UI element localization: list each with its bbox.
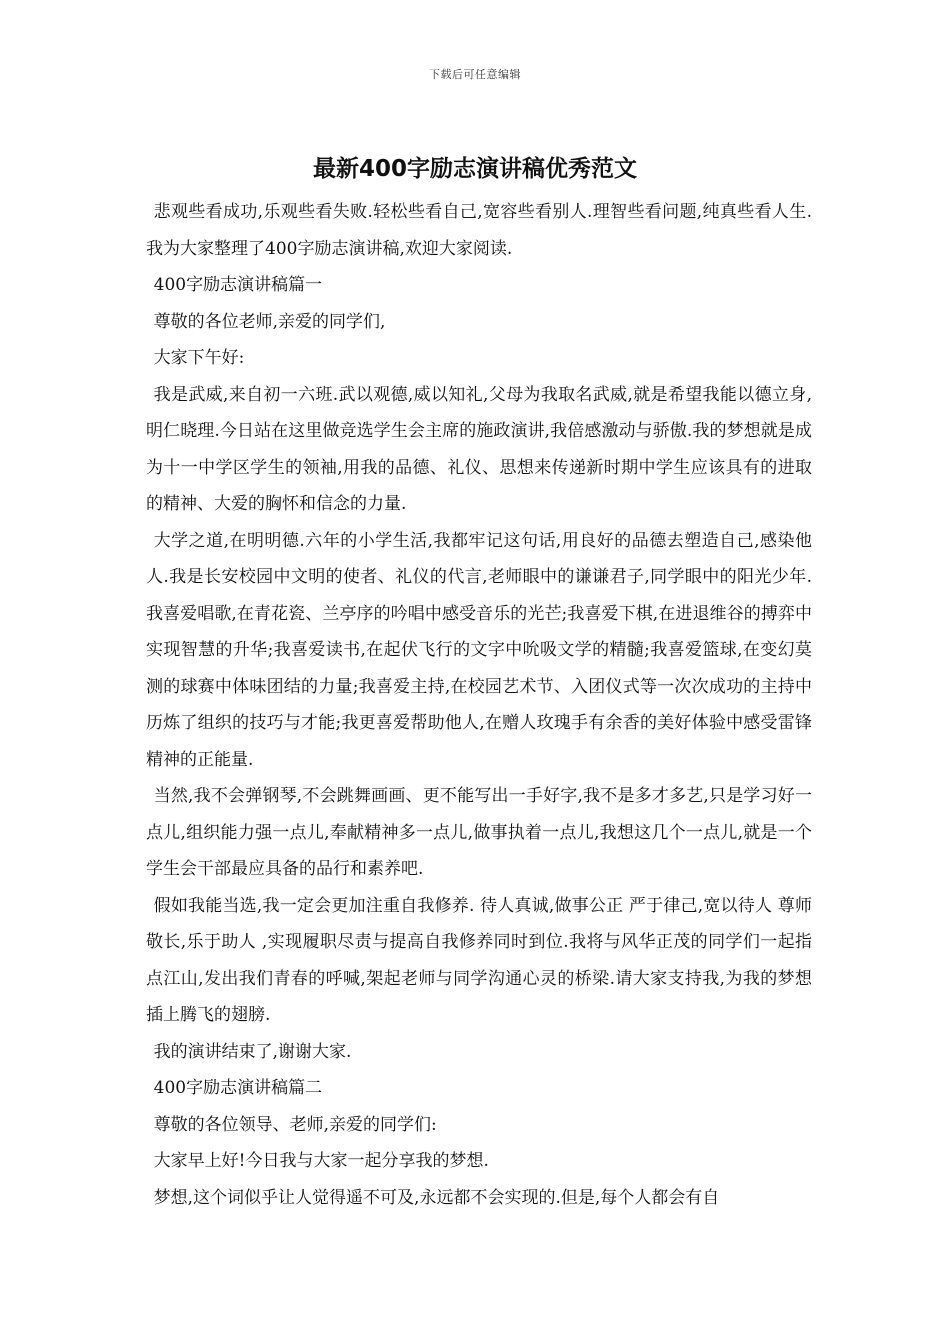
paragraph-intro: 悲观些看成功,乐观些看失败.轻松些看自己,宽容些看别人.理智些看问题,纯真些看人生.我为大家整理了400字励志演讲稿,欢迎大家阅读. — [146, 202, 812, 259]
paragraph-salutation-2: 尊敬的各位领导、老师,亲爱的同学们: — [153, 1114, 437, 1135]
document-body — [146, 194, 812, 1216]
header-note: 下载后可任意编辑 — [429, 68, 521, 81]
paragraph-salutation-1: 尊敬的各位老师,亲爱的同学们, — [153, 311, 386, 332]
document-title: 最新400字励志演讲稿优秀范文 — [312, 156, 637, 182]
paragraph-greeting-1: 大家下午好: — [153, 348, 245, 368]
paragraph-greeting-2: 大家早上好!今日我与大家一起分享我的梦想. — [153, 1151, 489, 1171]
paragraph-body: 我是武威,来自初一六班.武以观德,威以知礼,父母为我取名武威,就是希望我能以德立身,明仁晓理.今日站在这里做竞选学生会主席的施政演讲,我倍感激动与骄傲.我的梦想就是成为十一中学区学生的领袖,用我的品德、礼仪、思想来传递新时期中学生应该具有的进取的精神、大爱的胸怀和信念的力量. — [146, 384, 812, 514]
paragraph-body: 大学之道,在明明德.六年的小学生活,我都牢记这句话,用良好的品德去塑造自己,感染他人.我是长安校园中文明的使者、礼仪的代言,老师眼中的谦谦君子,同学眼中的阳光少年. 我喜爱唱歌,在青花瓷、兰亭序的吟唱中感受音乐的光芒;我喜爱下棋,在进退维谷的搏弈中实现智慧的升华;我喜爱读书,在起伏飞行的文字中吮吸文学的精髓;我喜爱篮球,在变幻莫测的球赛中体味团结的力量;我喜爱主持,在校园艺术节、入团仪式等一次次成功的主持中历炼了组织的技巧与才能;我更喜爱帮助他人,在赠人玫瑰手有余香的美好体验中感受雷锋精神的正能量. — [146, 530, 812, 770]
paragraph-body: 梦想,这个词似乎让人觉得遥不可及,永远都不会实现的.但是,每个人都会有自 — [153, 1187, 720, 1208]
section-heading-2: 400字励志演讲稿篇二 — [153, 1078, 323, 1098]
section-heading-1: 400字励志演讲稿篇一 — [153, 275, 323, 295]
paragraph-body: 当然,我不会弹钢琴,不会跳舞画画、更不能写出一手好字,我不是多才多艺,只是学习好一点儿,组织能力强一点儿,奉献精神多一点儿,做事执着一点儿,我想这几个一点儿,就是一个学生会干部最应具备的品行和素养吧. — [146, 786, 812, 879]
paragraph-closing-1: 我的演讲结束了,谢谢大家. — [153, 1041, 352, 1062]
paragraph-body: 假如我能当选,我一定会更加注重自我修养. 待人真诚,做事公正 严于律己,宽以待人 尊师敬长,乐于助人 ,实现履职尽责与提高自我修养同时到位.我将与风华正茂的同学们一起指点江山,发出我们青春的呼喊,架起老师与同学沟通心灵的桥梁.请大家支持我,为我的梦想插上腾飞的翅膀. — [146, 895, 812, 1025]
